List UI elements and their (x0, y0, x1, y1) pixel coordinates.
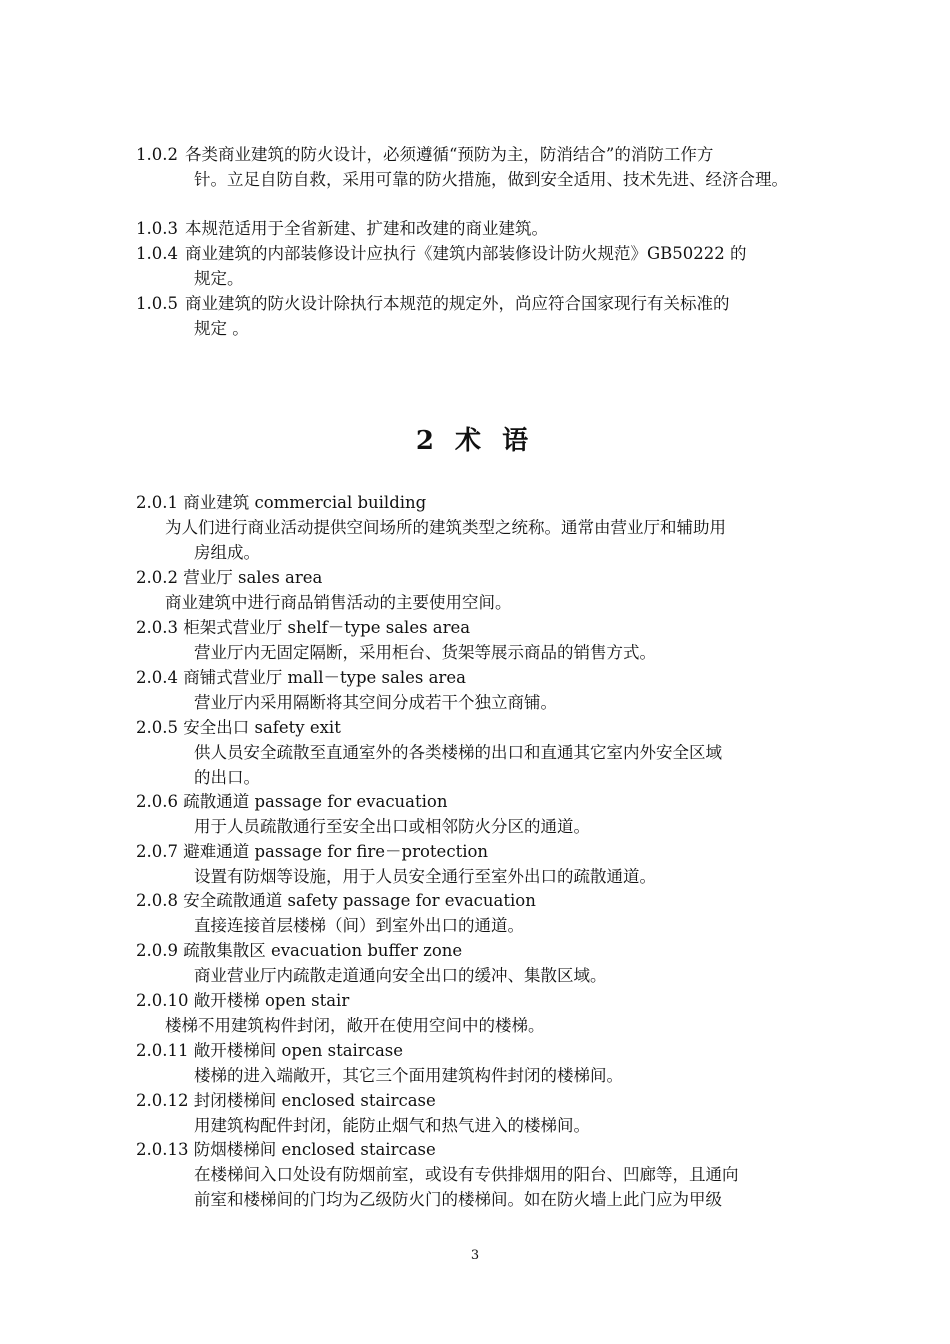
term-title: 2.0.3 柜架式营业厅 shelf－type sales area (136, 618, 471, 637)
term-definition: 营业厅内无固定隔断，采用柜台、货架等展示商品的销售方式。 (194, 643, 656, 662)
term-title: 2.0.12 封闭楼梯间 enclosed staircase (136, 1091, 436, 1110)
term-definition (136, 1162, 816, 1212)
term-definition-line: 为人们进行商业活动提供空间场所的建筑类型之统称。通常由营业厅和辅助用 (165, 518, 726, 537)
term-title: 2.0.6 疏散通道 passage for evacuation (136, 792, 448, 811)
term-2-0-9 (136, 938, 816, 988)
term-definition-line: 供人员安全疏散至直通室外的各类楼梯的出口和直通其它室内外安全区域 (194, 743, 722, 762)
term-2-0-12 (136, 1088, 816, 1138)
clause-1-0-4 (136, 241, 816, 291)
term-title: 2.0.13 防烟楼梯间 enclosed staircase (136, 1140, 436, 1159)
term-definition (136, 740, 816, 790)
clause-text: 商业建筑的防火设计除执行本规范的规定外，尚应符合国家现行有关标准的 (185, 294, 730, 313)
term-definition-line: 在楼梯间入口处设有防烟前室，或设有专供排烟用的阳台、凹廊等，且通向 (194, 1165, 739, 1184)
clause-number: 1.0.4 (136, 244, 178, 263)
term-2-0-2 (136, 565, 816, 615)
term-definition: 楼梯的进入端敞开，其它三个面用建筑构件封闭的楼梯间。 (194, 1066, 623, 1085)
term-definition-continued: 房组成。 (194, 543, 260, 562)
term-definition: 直接连接首层楼梯（间）到室外出口的通道。 (194, 916, 524, 935)
term-definition: 商业建筑中进行商品销售活动的主要使用空间。 (165, 593, 512, 612)
term-title: 2.0.1 商业建筑 commercial building (136, 493, 427, 512)
term-definition-continued: 的出口。 (194, 768, 260, 787)
term-definition: 营业厅内采用隔断将其空间分成若干个独立商铺。 (194, 693, 557, 712)
term-2-0-10 (136, 988, 816, 1038)
term-2-0-7 (136, 839, 816, 889)
clause-text-continued: 规定 。 (194, 319, 249, 338)
clause-text-continued: 规定。 (194, 269, 244, 288)
term-2-0-11 (136, 1038, 816, 1088)
term-definition: 用于人员疏散通行至安全出口或相邻防火分区的通道。 (194, 817, 590, 836)
clause-text: 各类商业建筑的防火设计，必须遵循“预防为主，防消结合”的消防工作方 (185, 145, 714, 164)
term-title: 2.0.8 安全疏散通道 safety passage for evacuation (136, 891, 536, 910)
term-title: 2.0.11 敞开楼梯间 open staircase (136, 1041, 404, 1060)
clause-text-continued: 针。立足自防自救，采用可靠的防火措施，做到安全适用、技术先进、经济合理。 (194, 170, 788, 189)
term-2-0-3 (136, 615, 816, 665)
term-definition: 楼梯不用建筑构件封闭，敞开在使用空间中的楼梯。 (165, 1016, 545, 1035)
term-definition: 商业营业厅内疏散走道通向安全出口的缓冲、集散区域。 (194, 966, 607, 985)
term-2-0-4 (136, 665, 816, 715)
term-title: 2.0.7 避难通道 passage for fire－protection (136, 842, 489, 861)
term-title: 2.0.10 敞开楼梯 open stair (136, 991, 350, 1010)
term-definition (136, 515, 816, 565)
term-2-0-8 (136, 888, 816, 938)
chapter-heading: 2 术 语 (415, 426, 535, 456)
term-2-0-6 (136, 789, 816, 839)
clause-number: 1.0.3 (136, 219, 178, 238)
term-2-0-13 (136, 1137, 816, 1212)
clause-1-0-2 (136, 142, 816, 192)
term-title: 2.0.5 安全出口 safety exit (136, 718, 341, 737)
term-title: 2.0.9 疏散集散区 evacuation buffer zone (136, 941, 463, 960)
term-title: 2.0.4 商铺式营业厅 mall－type sales area (136, 668, 466, 687)
term-2-0-5 (136, 715, 816, 790)
clause-1-0-5 (136, 291, 816, 341)
clause-text: 商业建筑的内部装修设计应执行《建筑内部装修设计防火规范》GB50222 的 (185, 244, 747, 263)
clause-number: 1.0.2 (136, 145, 178, 164)
term-title: 2.0.2 营业厅 sales area (136, 568, 323, 587)
clause-number: 1.0.5 (136, 294, 178, 313)
term-definition: 用建筑构配件封闭，能防止烟气和热气进入的楼梯间。 (194, 1116, 590, 1135)
term-definition: 设置有防烟等设施，用于人员安全通行至室外出口的疏散通道。 (194, 867, 656, 886)
term-2-0-1 (136, 490, 816, 565)
term-definition-continued: 前室和楼梯间的门均为乙级防火门的楼梯间。如在防火墙上此门应为甲级 (194, 1190, 722, 1209)
page-number: 3 (470, 1248, 480, 1263)
clause-text: 本规范适用于全省新建、扩建和改建的商业建筑。 (185, 219, 548, 238)
clause-1-0-3 (136, 216, 816, 241)
